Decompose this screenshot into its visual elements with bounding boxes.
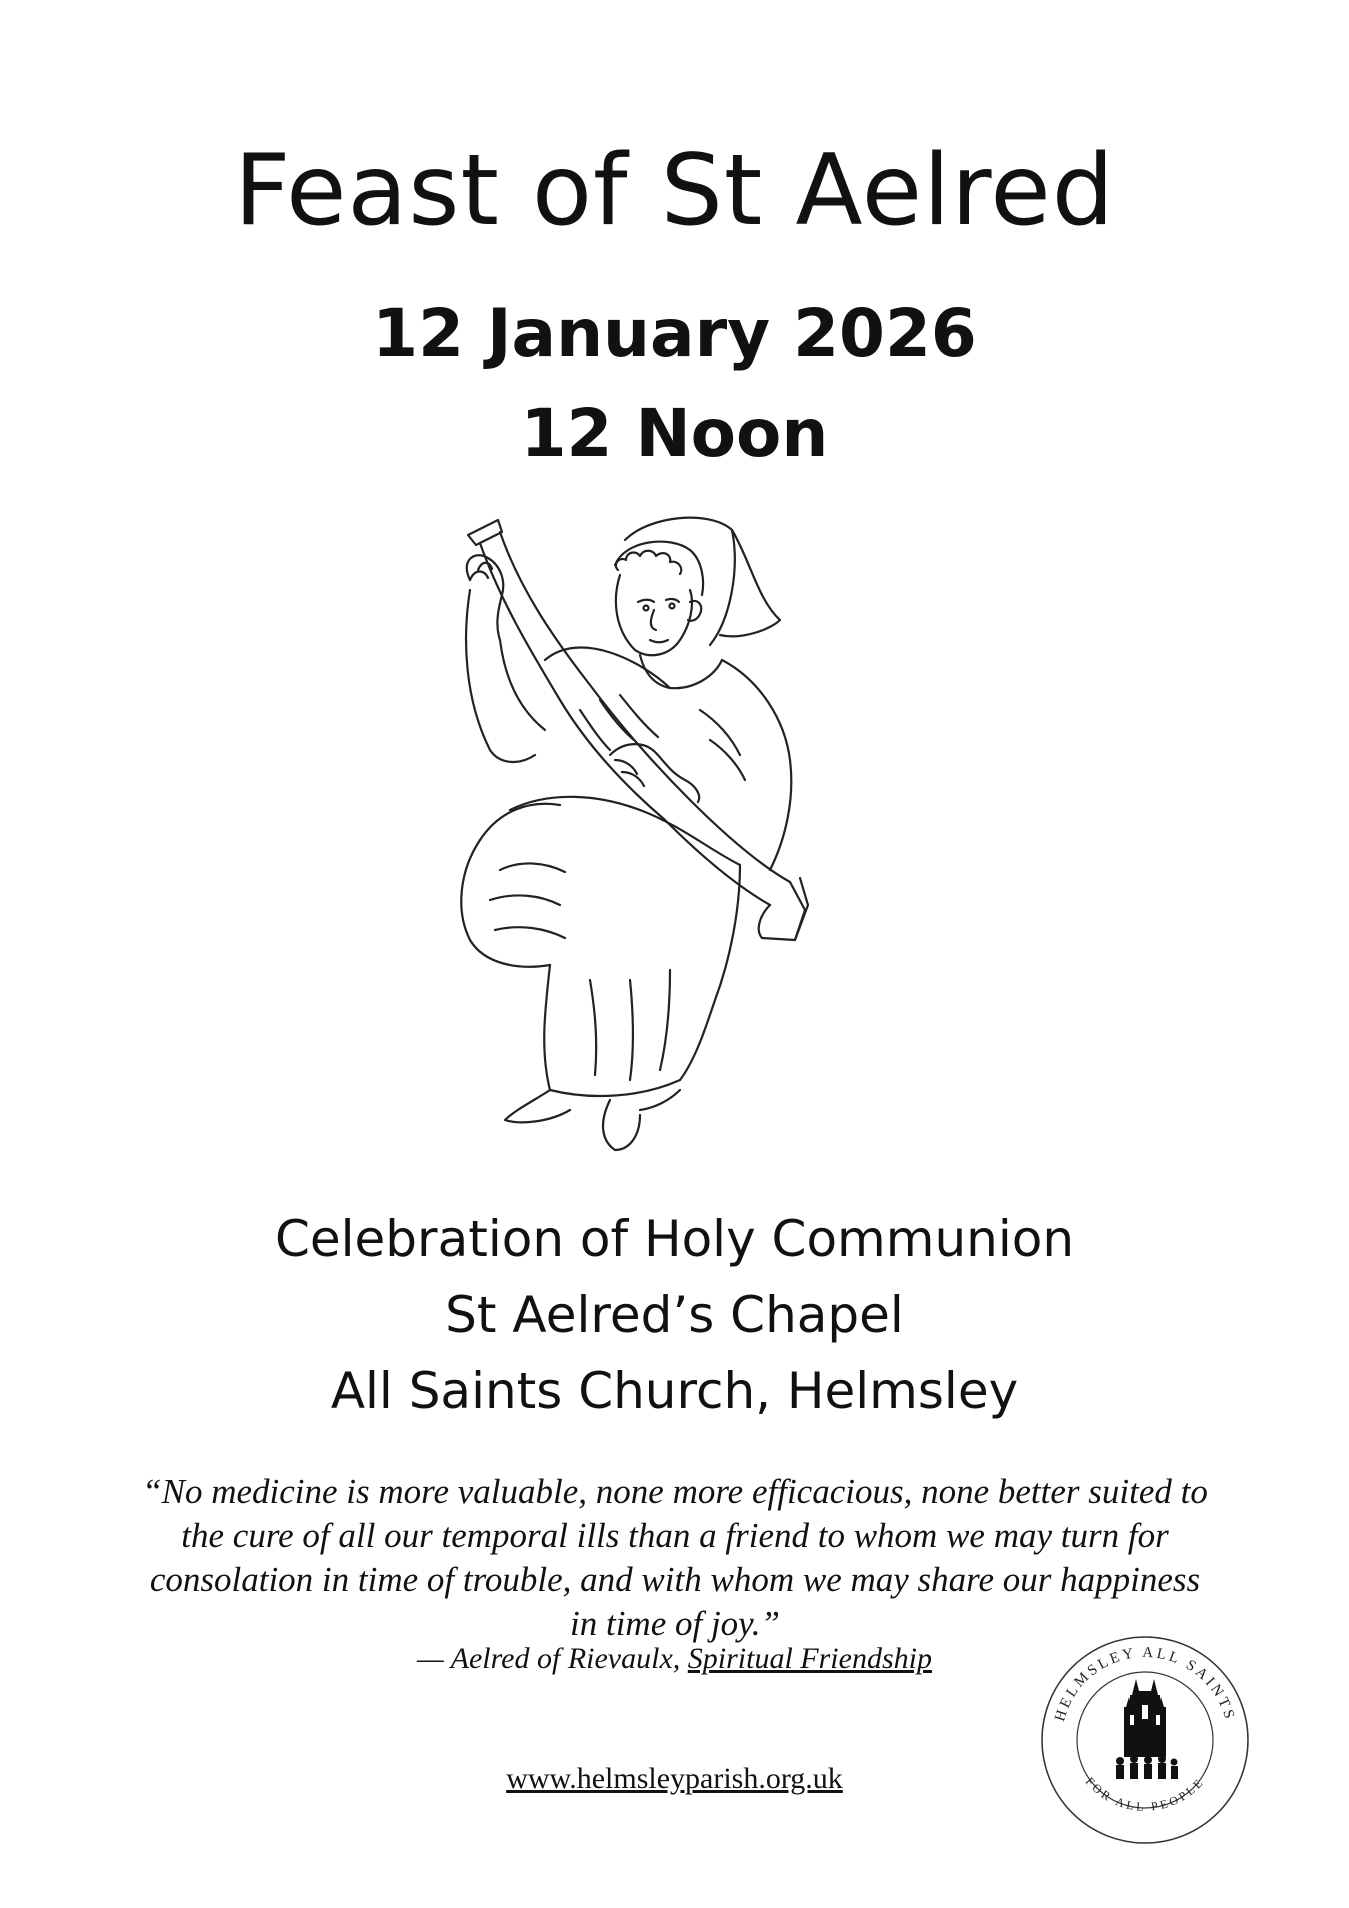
seal-top-text: HELMSLEY ALL SAINTS [1052,1644,1238,1724]
event-date: 12 January 2026 [372,295,977,372]
website-link[interactable]: www.helmsleyparish.org.uk [506,1762,843,1795]
page-title: Feast of St Aelred [234,134,1115,248]
quote-text: “No medicine is more valuable, none more efficacious, none better suited to the cure of all our temporal ills than a friend to whom we may turn for consolation in time of trouble, and with whom we may share our happiness in time of joy.” [142,1472,1208,1643]
service-location-church: All Saints Church, Helmsley [330,1362,1019,1420]
service-type: Celebration of Holy Communion [274,1210,1075,1268]
attribution-book-link[interactable]: Spiritual Friendship [687,1642,932,1675]
st-aelred-illustration-icon [440,510,920,1170]
event-time: 12 Noon [520,395,829,472]
svg-text:FOR ALL PEOPLE [1083,1774,1207,1814]
helmsley-all-saints-seal-icon [1040,1635,1250,1845]
service-location-chapel: St Aelred’s Chapel [445,1286,904,1344]
attribution-author: — Aelred of Rievaulx, [417,1642,688,1675]
seal-bottom-text: FOR ALL PEOPLE [1082,1774,1208,1814]
